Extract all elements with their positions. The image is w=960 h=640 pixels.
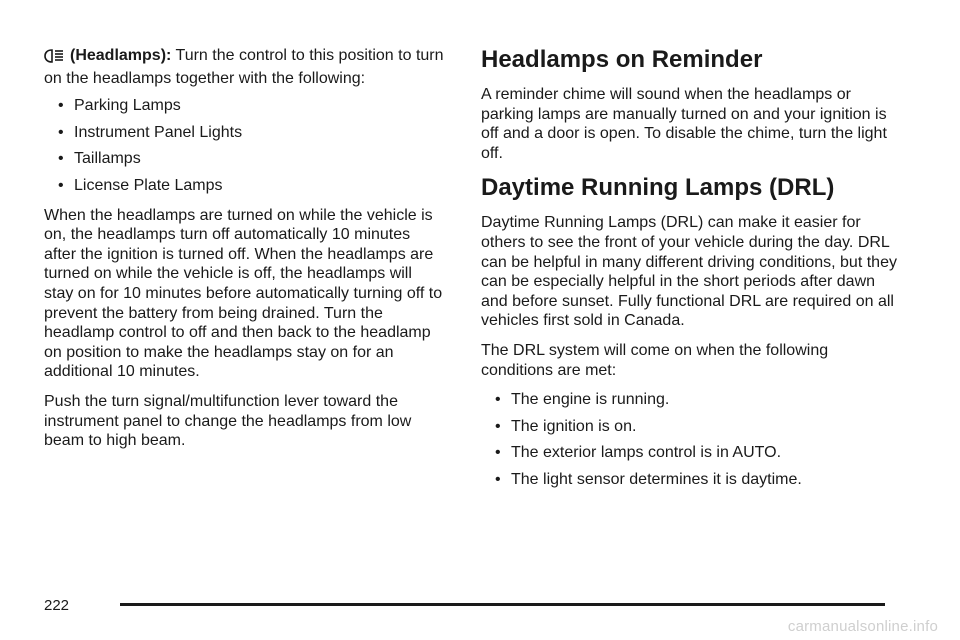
list-item: • Taillamps (58, 150, 141, 168)
bullet-icon: • (58, 176, 64, 194)
list-item: • The engine is running. (495, 391, 670, 409)
headlamps-lead-cont: to turn on the headlamps together with the following: (44, 47, 444, 87)
list-item: • Parking Lamps (58, 97, 181, 115)
headlamp-bullet-list (44, 96, 444, 195)
section-heading-drl: Daytime Running Lamps (DRL) (481, 174, 835, 202)
bullet-icon: • (495, 444, 501, 462)
bullet-icon: • (58, 97, 64, 115)
bullet-icon: • (58, 150, 64, 168)
bullet-icon: • (58, 123, 64, 141)
section-heading-reminder: Headlamps on Reminder (481, 46, 763, 73)
footer-rule (120, 603, 885, 606)
reminder-paragraph: A reminder chime will sound when the headlamps or parking lamps are manually turned on and your ignition is off and a door is open. To disable the chime, turn the light off. (481, 86, 887, 162)
high-beam-paragraph: Push the turn signal/multifunction lever toward the instrument panel to change the headlamps from low beam to high beam. (44, 392, 412, 450)
page-number: 222 (44, 597, 70, 614)
drl-paragraph: Daytime Running Lamps (DRL) can make it easier for others to see the front of your vehicle during the day. DRL can be helpful in many different driving conditions, but they can be especially helpful in the short periods after dawn and before sunset. Fully functional DRL are required on all vehicles first sold in Canada. (481, 214, 897, 330)
bullet-icon: • (495, 417, 501, 435)
right-column (481, 46, 901, 500)
left-column (44, 46, 444, 461)
watermark: carmanualsonline.info (787, 618, 938, 635)
bullet-icon: • (495, 391, 501, 409)
list-item: • The light sensor determines it is daytime. (495, 470, 802, 488)
headlamp-icon (44, 49, 64, 69)
headlamps-lead-text: Turn the control to this position (175, 47, 394, 64)
drl-conditions-paragraph: The DRL system will come on when the following conditions are met: (481, 341, 829, 379)
headlamps-label: (Headlamps): (70, 47, 172, 64)
list-item: • The exterior lamps control is in AUTO. (495, 444, 782, 462)
bullet-icon: • (495, 470, 501, 488)
headlamp-auto-off-paragraph: When the headlamps are turned on while the vehicle is on, the headlamps turn off automatically 10 minutes after the ignition is turned off. When the headlamps are turned on while the vehicle is off, the headlamps will stay on for 10 minutes before automatically turning off to prevent the battery from being drained. Turn the headlamp control to off and then back to the headlamp on position to make the headlamps stay on for an additional 10 minutes. (44, 206, 443, 381)
list-item: • The ignition is on. (495, 417, 637, 435)
list-item: • License Plate Lamps (58, 176, 223, 194)
headlamps-intro (44, 46, 444, 88)
drl-condition-list (481, 390, 901, 489)
list-item: • Instrument Panel Lights (58, 123, 243, 141)
